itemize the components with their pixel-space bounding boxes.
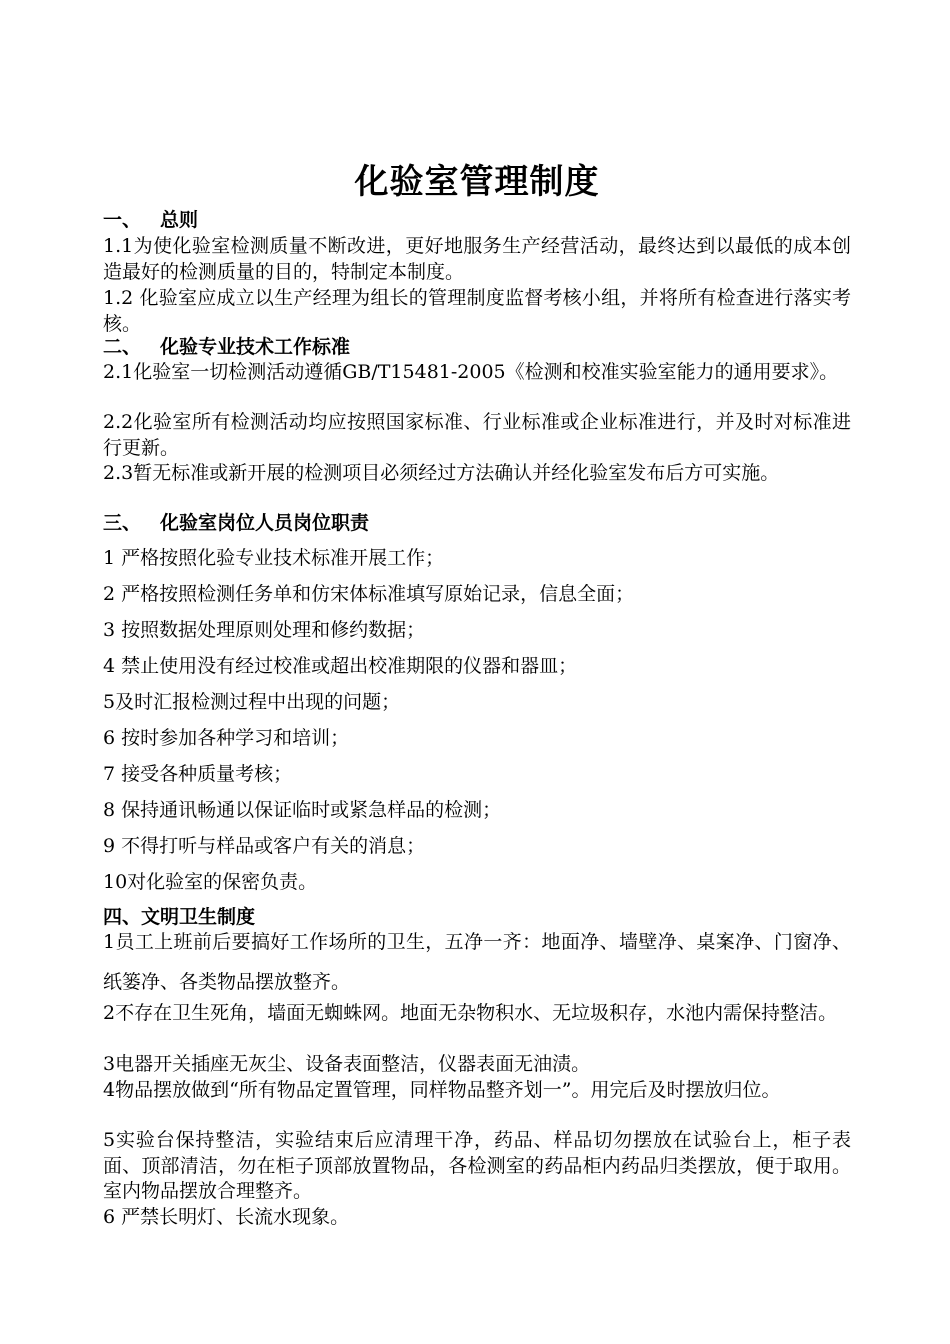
list-item: 10对化验室的保密负责。 [103,871,318,893]
section-number: 四、 [103,906,142,928]
paragraph-4-4: 4物品摆放做到“所有物品定置管理，同样物品整齐划一”。用完后及时摆放归位。 [103,1079,781,1101]
paragraph-1-1: 1.1为使化验室检测质量不断改进，更好地服务生产经营活动，最终达到以最低的成本创造最好的检测质量的目的，特制定本制度。 [103,235,851,283]
section-title: 化验专业技术工作标准 [160,336,351,358]
list-item: 9 不得打听与样品或客户有关的消息； [103,835,426,857]
list-item: 6 按时参加各种学习和培训； [103,727,350,749]
list-item: 8 保持通讯畅通以保证临时或紧急样品的检测； [103,799,502,821]
paragraph-1-2: 1.2 化验室应成立以生产经理为组长的管理制度监督考核小组，并将所有检查进行落实考核。 [103,287,851,335]
list-item: 3 按照数据处理原则处理和修约数据； [103,619,426,641]
section-heading-3 [103,511,851,536]
page-title: 化验室管理制度 [354,162,600,202]
list-item: 2 严格按照检测任务单和仿宋体标准填写原始记录，信息全面； [103,583,635,605]
section-heading-2 [103,335,851,360]
section-number: 二、 [103,336,142,358]
list-item: 4 禁止使用没有经过校准或超出校准期限的仪器和器皿； [103,655,578,677]
paragraph-4-1: 1员工上班前后要搞好工作场所的卫生，五净一齐：地面净、墙壁净、桌案净、门窗净、纸篓净、各类物品摆放整齐。 [103,931,851,993]
paragraph-2-1: 2.1化验室一切检测活动遵循GB/T15481-2005《检测和校准实验室能力的通用要求》。 [103,361,839,383]
paragraph-2-3: 2.3暂无标准或新开展的检测项目必须经过方法确认并经化验室发布后方可实施。 [103,462,780,484]
section-heading-1 [103,208,851,233]
section-title: 文明卫生制度 [141,906,256,928]
paragraph-4-3: 3电器开关插座无灰尘、设备表面整洁，仪器表面无油渍。 [103,1053,591,1075]
list-item: 7 接受各种质量考核； [103,763,293,785]
paragraph-4-5: 5实验台保持整洁，实验结束后应清理干净，药品、样品切勿摆放在试验台上，柜子表面、顶部清洁，勿在柜子顶部放置物品，各检测室的药品柜内药品归类摆放，便于取用。室内物品摆放合理整齐。 [103,1129,851,1202]
section-title: 总则 [160,209,199,231]
list-item: 1 严格按照化验专业技术标准开展工作； [103,547,445,569]
paragraph-4-6: 6 严禁长明灯、长流水现象。 [103,1206,350,1228]
section-title: 化验室岗位人员岗位职责 [160,512,370,534]
list-item: 5及时汇报检测过程中出现的问题； [103,691,401,713]
paragraph-4-2: 2不存在卫生死角，墙面无蜘蛛网。地面无杂物积水、无垃圾积存，水池内需保持整洁。 [103,1002,838,1024]
paragraph-2-2: 2.2化验室所有检测活动均应按照国家标准、行业标准或企业标准进行，并及时对标准进行更新。 [103,411,851,459]
section-number: 一、 [103,209,142,231]
section-number: 三、 [103,512,142,534]
